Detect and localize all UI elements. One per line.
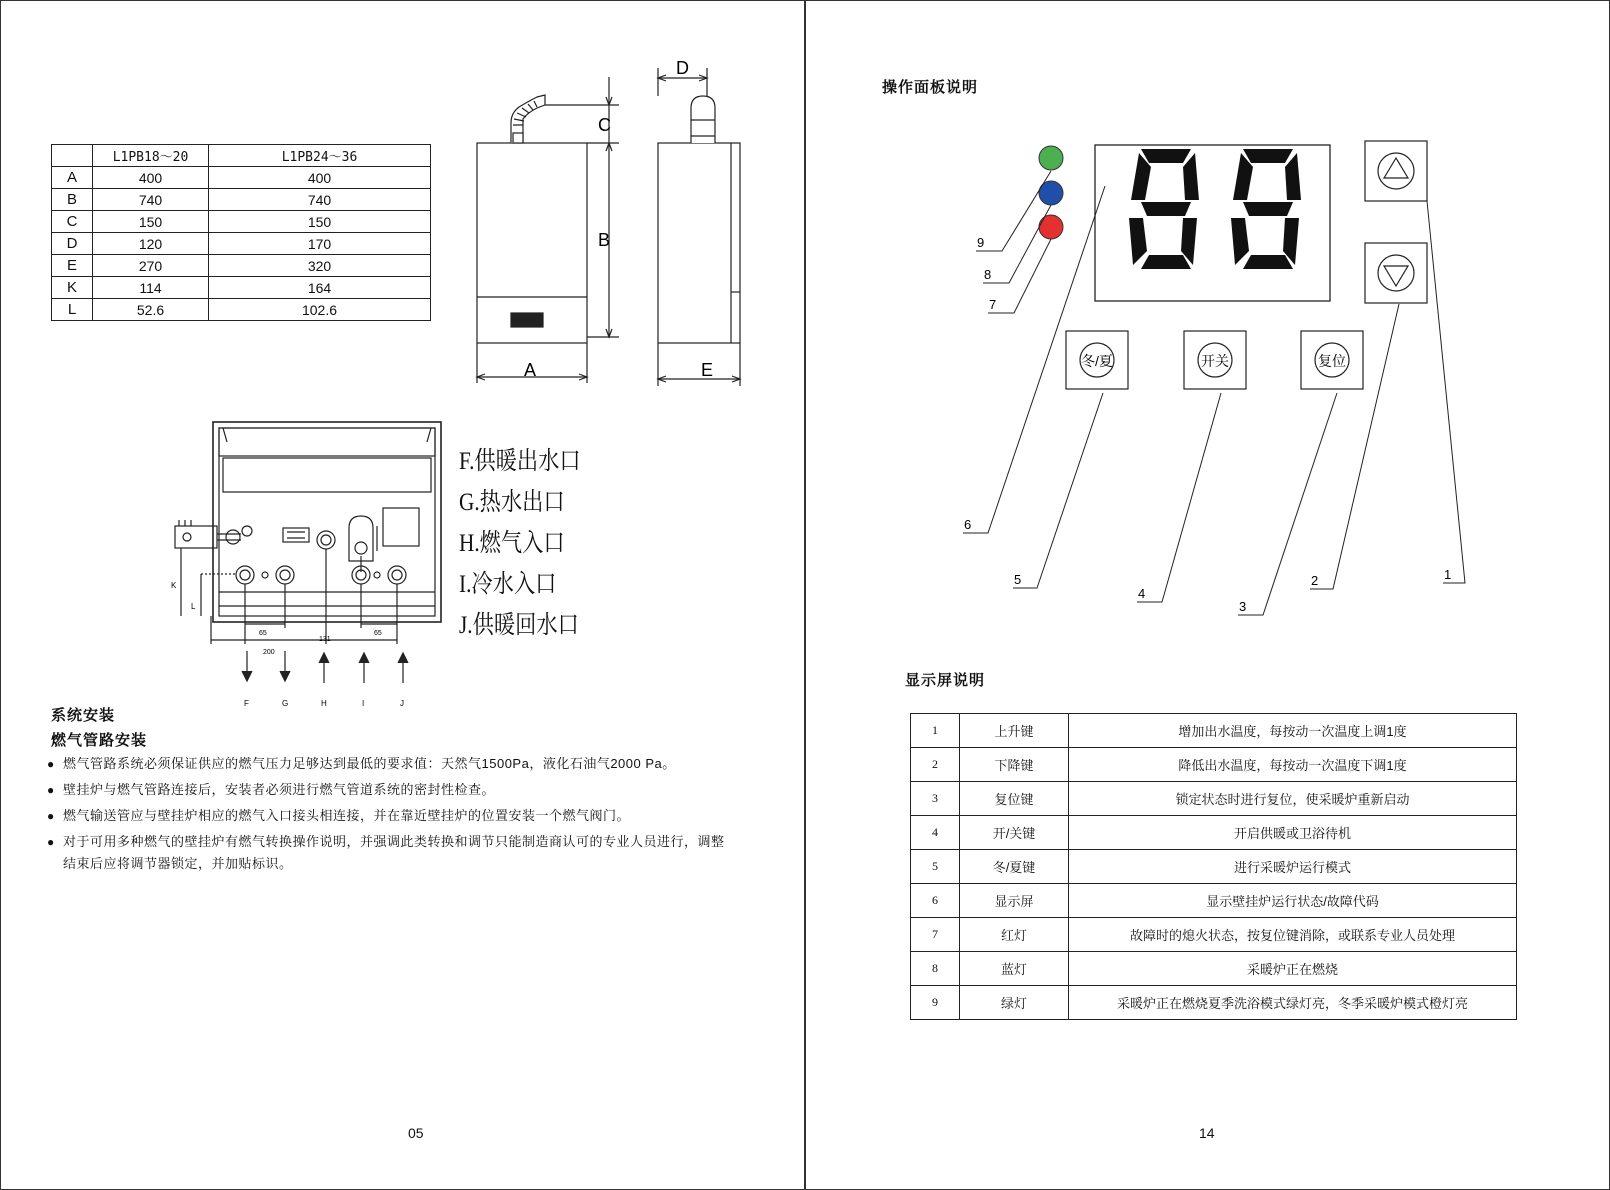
table-header-model-1: L1PB18～20	[93, 145, 209, 167]
dimension-table	[51, 144, 431, 321]
callout-2: 2	[1311, 573, 1319, 588]
winter-summer-label: 冬/夏	[1081, 353, 1113, 369]
model-1-value: 400	[93, 167, 209, 189]
table-row	[911, 714, 1517, 748]
item-description: 采暖炉正在燃烧夏季洗浴模式绿灯亮，冬季采暖炉模式橙灯亮	[1069, 986, 1517, 1020]
model-2-value: 400	[209, 167, 431, 189]
power-label: 开关	[1201, 353, 1229, 369]
row-label: K	[52, 277, 93, 299]
item-description: 进行采暖炉运行模式	[1069, 850, 1517, 884]
callout-1: 1	[1444, 567, 1452, 582]
item-description: 故障时的熄火状态，按复位键消除，或联系专业人员处理	[1069, 918, 1517, 952]
green-led-icon	[1039, 146, 1063, 170]
item-description: 开启供暖或卫浴待机	[1069, 816, 1517, 850]
legend-j: J.供暖回水口	[459, 612, 579, 639]
bottom-dim-65a: 65	[259, 630, 267, 637]
table-row	[52, 299, 431, 321]
table-header-row	[52, 145, 431, 167]
legend-f: F.供暖出水口	[459, 448, 581, 475]
panel-title: 操作面板说明	[882, 79, 979, 96]
item-number: 3	[911, 782, 960, 816]
arrow-label-j: J	[400, 699, 404, 708]
row-label: E	[52, 255, 93, 277]
item-description: 采暖炉正在燃烧	[1069, 952, 1517, 986]
item-number: 2	[911, 748, 960, 782]
display-segment	[1243, 255, 1293, 269]
subsection-title: 燃气管路安装	[51, 732, 148, 749]
table-row	[911, 782, 1517, 816]
bullet-item: ● 对于可用多种燃气的壁挂炉有燃气转换操作说明，并强调此类转换和调节只能制造商认可的专业人员进行，调整结束后应将调节器锁定，并加贴标识。	[47, 831, 737, 875]
boiler-bottom-diagram	[171, 416, 451, 711]
bottom-label-l: L	[191, 602, 196, 611]
table-row	[911, 884, 1517, 918]
bottom-dim-200: 200	[263, 649, 275, 656]
model-2-value: 170	[209, 233, 431, 255]
description-table-body	[911, 714, 1517, 1020]
table-row	[911, 850, 1517, 884]
front-label-b: B	[598, 230, 611, 250]
item-key: 显示屏	[960, 884, 1069, 918]
callout-8: 8	[984, 267, 992, 282]
callout-6: 6	[964, 517, 972, 532]
table-row	[911, 918, 1517, 952]
callout-5: 5	[1014, 572, 1022, 587]
bottom-label-k: K	[171, 581, 177, 590]
display-segment	[1243, 202, 1293, 216]
item-number: 5	[911, 850, 960, 884]
model-2-value: 102.6	[209, 299, 431, 321]
arrow-label-g: G	[282, 699, 289, 708]
item-number: 9	[911, 986, 960, 1020]
display-segment	[1243, 149, 1293, 163]
legend-g: G.热水出口	[459, 489, 565, 516]
item-description: 降低出水温度，每按动一次温度下调1度	[1069, 748, 1517, 782]
item-key: 下降键	[960, 748, 1069, 782]
model-1-value: 270	[93, 255, 209, 277]
item-number: 1	[911, 714, 960, 748]
item-number: 6	[911, 884, 960, 918]
item-number: 8	[911, 952, 960, 986]
row-label: A	[52, 167, 93, 189]
bottom-dim-mid: 131	[319, 636, 331, 643]
item-number: 7	[911, 918, 960, 952]
arrow-label-h: H	[321, 699, 327, 708]
page-number-left: 05	[408, 1125, 424, 1141]
row-label: D	[52, 233, 93, 255]
boiler-front-diagram	[471, 61, 641, 396]
row-label: L	[52, 299, 93, 321]
table-row	[52, 167, 431, 189]
front-label-c: C	[598, 115, 611, 135]
model-1-value: 150	[93, 211, 209, 233]
model-1-value: 120	[93, 233, 209, 255]
display-title: 显示屏说明	[905, 672, 986, 689]
item-key: 复位键	[960, 782, 1069, 816]
red-led-icon	[1039, 215, 1063, 239]
table-row	[52, 277, 431, 299]
item-key: 红灯	[960, 918, 1069, 952]
bullet-list	[47, 753, 737, 879]
table-row	[52, 189, 431, 211]
item-key: 绿灯	[960, 986, 1069, 1020]
section-title: 系统安装	[51, 707, 116, 724]
front-label-a: A	[524, 360, 537, 380]
item-number: 4	[911, 816, 960, 850]
item-description: 显示壁挂炉运行状态/故障代码	[1069, 884, 1517, 918]
model-2-value: 150	[209, 211, 431, 233]
bullet-item: ● 燃气输送管应与壁挂炉相应的燃气入口接头相连接，并在靠近壁挂炉的位置安装一个燃气阀门。	[47, 805, 737, 827]
display-segment	[1141, 202, 1191, 216]
bullet-item: ● 燃气管路系统必须保证供应的燃气压力足够达到最低的要求值：天然气1500Pa，液化石油气2000 Pa。	[47, 753, 737, 775]
arrow-label-f: F	[244, 699, 249, 708]
callout-9: 9	[977, 235, 985, 250]
table-row	[52, 255, 431, 277]
reset-label: 复位	[1318, 353, 1346, 369]
item-description: 锁定状态时进行复位，使采暖炉重新启动	[1069, 782, 1517, 816]
arrow-label-i: I	[362, 699, 365, 708]
bullet-item: ● 壁挂炉与燃气管路连接后，安装者必须进行燃气管道系统的密封性检查。	[47, 779, 737, 801]
display-description-table	[910, 713, 1517, 1020]
page-number-right: 14	[1199, 1125, 1215, 1141]
callout-4: 4	[1138, 586, 1146, 601]
table-row	[52, 211, 431, 233]
table-row	[52, 233, 431, 255]
model-1-value: 740	[93, 189, 209, 211]
dimension-table-body	[52, 167, 431, 321]
up-button[interactable]	[1365, 141, 1427, 201]
table-row	[911, 816, 1517, 850]
model-1-value: 114	[93, 277, 209, 299]
boiler-side-diagram	[651, 56, 751, 401]
row-label: B	[52, 189, 93, 211]
side-label-e: E	[701, 360, 714, 380]
legend-i: I.冷水入口	[459, 571, 557, 598]
display-segment	[1141, 255, 1191, 269]
model-1-value: 52.6	[93, 299, 209, 321]
item-key: 蓝灯	[960, 952, 1069, 986]
model-2-value: 740	[209, 189, 431, 211]
legend-h: H.燃气入口	[459, 530, 565, 557]
control-panel-diagram	[921, 131, 1481, 626]
callout-7: 7	[989, 297, 997, 312]
side-label-d: D	[676, 58, 689, 78]
table-row	[911, 952, 1517, 986]
table-row	[911, 748, 1517, 782]
model-2-value: 164	[209, 277, 431, 299]
display-segment	[1141, 149, 1191, 163]
item-key: 开/关键	[960, 816, 1069, 850]
down-button[interactable]	[1365, 243, 1427, 303]
bottom-dim-65b: 65	[374, 630, 382, 637]
item-description: 增加出水温度，每按动一次温度上调1度	[1069, 714, 1517, 748]
model-2-value: 320	[209, 255, 431, 277]
callout-3: 3	[1239, 599, 1247, 614]
table-header-blank	[52, 145, 93, 167]
table-row	[911, 986, 1517, 1020]
connection-legend	[459, 441, 581, 646]
table-header-model-2: L1PB24～36	[209, 145, 431, 167]
item-key: 冬/夏键	[960, 850, 1069, 884]
row-label: C	[52, 211, 93, 233]
item-key: 上升键	[960, 714, 1069, 748]
